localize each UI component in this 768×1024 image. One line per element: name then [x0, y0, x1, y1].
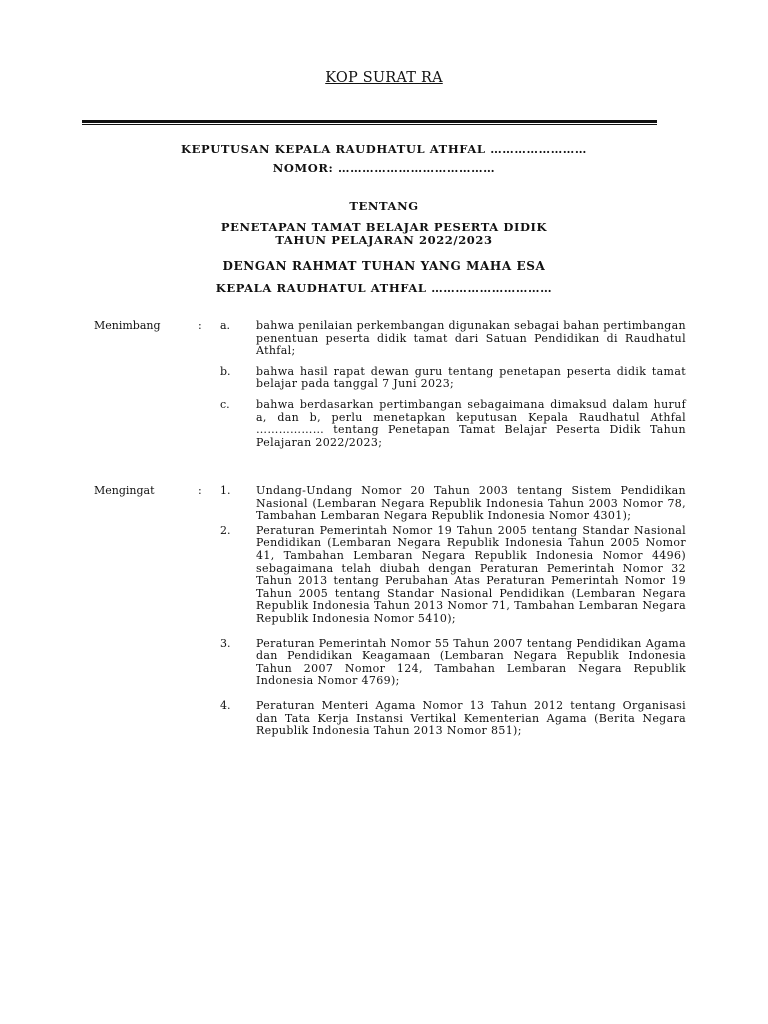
item-text: Peraturan Pemerintah Nomor 19 Tahun 2005 tentang Standar Nasional Pendidikan (Lembaran Negara Republik Indonesia Tahun 2005 Nomor 41, Tambahan Lembaran Negara Republik Indonesia Nomor 4496) sebagaimana telah diubah dengan Peraturan Pemerintah Nomor 32 Tahun 2013 tentang Perubahan Atas Peraturan Pemerintah Nomor 19 Tahun 2005 tentang Standar Nasional Pendidikan (Lembaran Negara Republik Indonesia Tahun 2013 Nomor 71, Tambahan Lembaran Negara Republik Indonesia Nomor 5410);: [256, 523, 686, 625]
item-text: Undang-Undang Nomor 20 Tahun 2003 tentang Sistem Pendidikan Nasional (Lembaran Negara Republik Indonesia Tahun 2003 Nomor 78, Tambahan Lembaran Negara Republik Indonesia Nomor 4301);: [256, 484, 686, 523]
letterhead-divider: [82, 120, 657, 125]
item-text: Peraturan Menteri Agama Nomor 13 Tahun 2012 tentang Organisasi dan Tata Kerja Instansi Vertikal Kementerian Agama (Berita Negara Republik Indonesia Tahun 2013 Nomor 851);: [256, 698, 686, 738]
mengingat-item-4: [220, 700, 686, 738]
menimbang-items: [220, 320, 686, 449]
item-text: Peraturan Pemerintah Nomor 55 Tahun 2007 tentang Pendidikan Agama dan Pendidikan Keagamaan (Lembaran Negara Republik Indonesia Tahun 2007 Nomor 124, Tambahan Lembaran Negara Republik Indonesia Nomor 4769);: [256, 636, 686, 688]
mengingat-item-2: [220, 525, 686, 626]
menimbang-label: Menimbang: [94, 319, 161, 332]
subject-line-2: TAHUN PELAJARAN 2022/2023: [275, 233, 493, 247]
item-marker: c.: [220, 397, 230, 411]
decision-number: NOMOR: …………………………………: [272, 161, 496, 175]
mengingat-items: [220, 485, 686, 738]
decision-heading: KEPUTUSAN KEPALA RAUDHATUL ATHFAL ……………………: [180, 142, 587, 156]
subject-line-1: PENETAPAN TAMAT BELAJAR PESERTA DIDIK: [220, 220, 548, 234]
item-text: bahwa hasil rapat dewan guru tentang penetapan peserta didik tamat belajar pada tanggal 7 Juni 2023;: [256, 364, 686, 391]
mengingat-colon: :: [198, 484, 202, 497]
item-marker: 1.: [220, 484, 231, 497]
invocation-line: DENGAN RAHMAT TUHAN YANG MAHA ESA: [222, 259, 546, 273]
menimbang-item-b: [220, 366, 686, 391]
item-marker: a.: [220, 319, 231, 332]
item-text: bahwa berdasarkan pertimbangan sebagaimana dimaksud dalam huruf a, dan b, perlu menetapkan keputusan Kepala Raudhatul Athfal ……………… tentang Penetapan Tamat Belajar Peserta Didik Tahun Pelajaran 2022/2023;: [256, 397, 686, 449]
item-marker: 3.: [220, 636, 231, 650]
item-marker: 4.: [220, 698, 231, 712]
mengingat-label: Mengingat: [94, 484, 155, 497]
letterhead-title: KOP SURAT RA: [325, 70, 443, 86]
item-text: bahwa penilaian perkembangan digunakan sebagai bahan pertimbangan penentuan peserta didik tamat dari Satuan Pendidikan di Raudhatul Athfal;: [256, 319, 686, 358]
about-label: TENTANG: [349, 199, 419, 213]
item-marker: 2.: [220, 523, 231, 537]
mengingat-item-1: [220, 485, 686, 523]
issuer-line: KEPALA RAUDHATUL ATHFAL …………………………: [215, 281, 553, 295]
menimbang-colon: :: [198, 319, 202, 332]
menimbang-item-a: [220, 320, 686, 358]
menimbang-section: [94, 320, 686, 449]
mengingat-item-3: [220, 638, 686, 688]
item-marker: b.: [220, 364, 231, 378]
menimbang-item-c: [220, 399, 686, 449]
mengingat-section: [94, 485, 686, 738]
